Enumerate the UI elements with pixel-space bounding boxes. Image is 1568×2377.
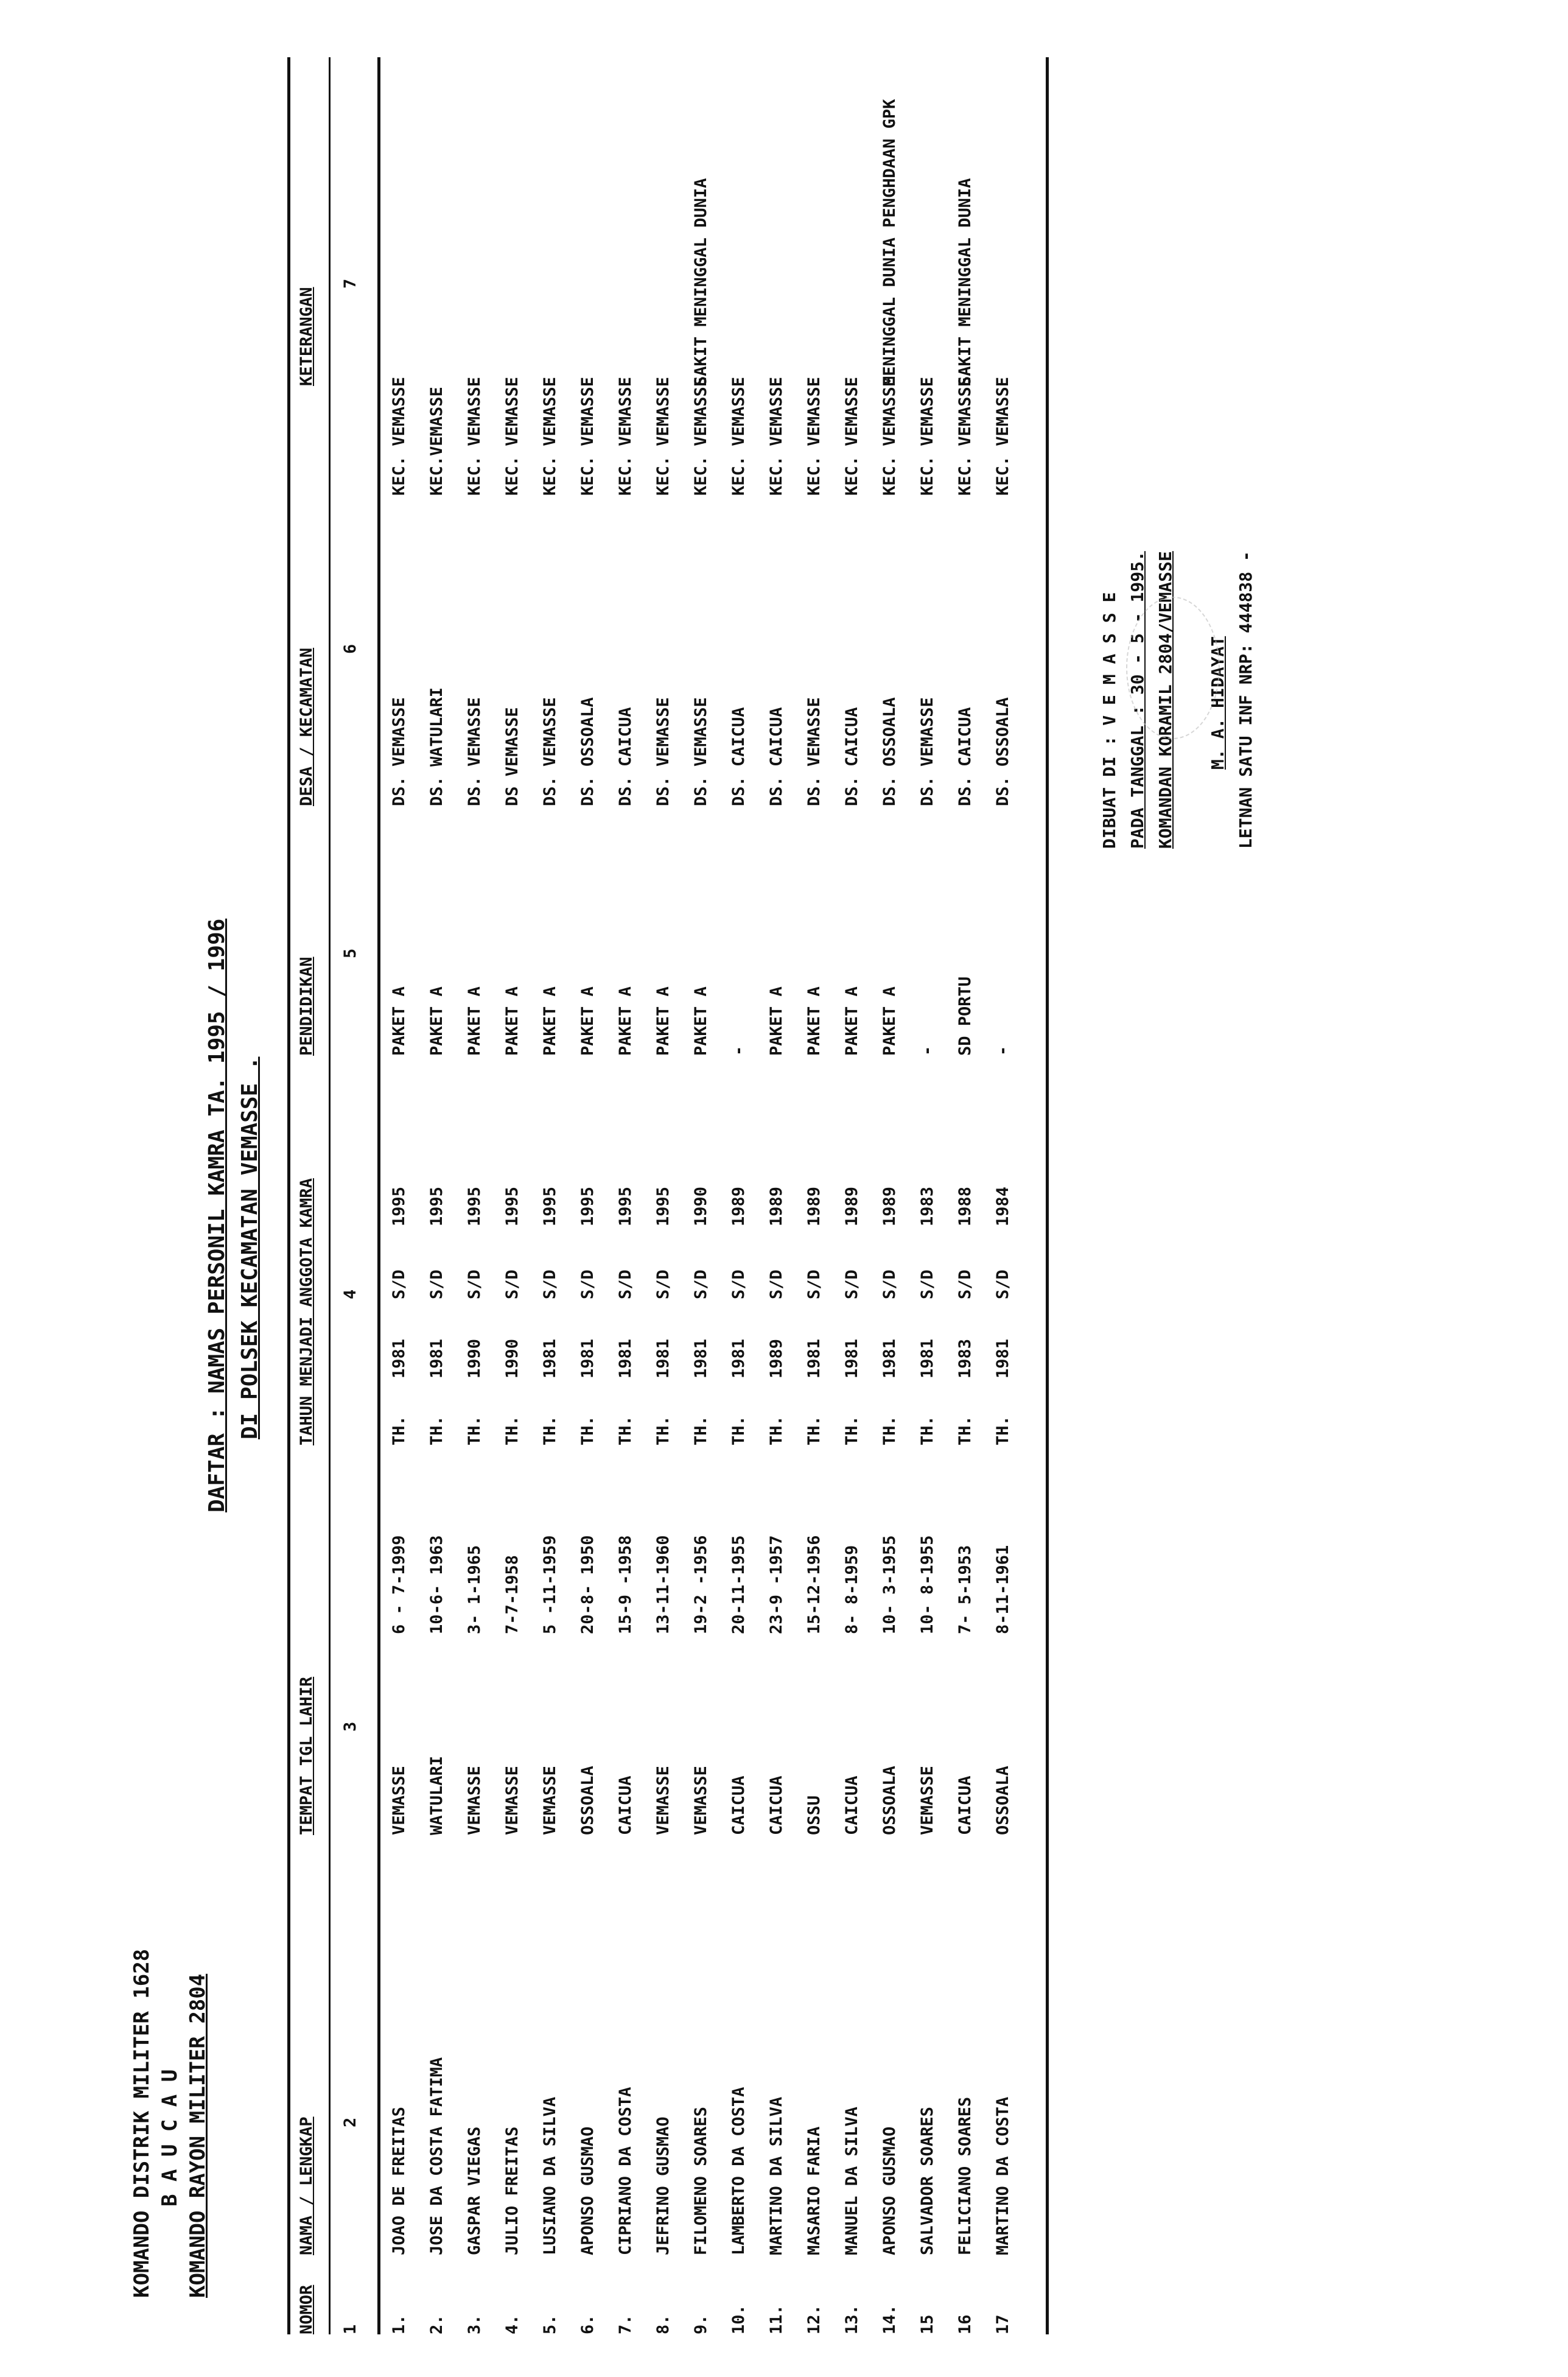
row-tgl-lahir: 10-6- 1963 [427, 1535, 446, 1634]
row-th-label: TH. [541, 1416, 559, 1445]
row-number: 11. [767, 2305, 786, 2334]
table-header-row [297, 287, 316, 2334]
row-pendidikan: - [729, 1045, 748, 1056]
row-keterangan: SAKIT MENINGGAL DUNIA [691, 178, 710, 386]
row-nama: APONSO GUSMAO [880, 2126, 899, 2255]
row-nama: MANUEL DA SILVA [842, 2107, 861, 2255]
row-sd-label: S/D [918, 1269, 937, 1299]
row-tgl-lahir: 15-9 -1958 [616, 1535, 635, 1634]
row-tgl-lahir: 7- 5-1953 [956, 1545, 975, 1634]
row-pendidikan: PAKET A [805, 986, 824, 1056]
col-pendidikan-header: PENDIDIKAN [297, 957, 316, 1056]
row-kecamatan: KEC. VEMASSE [541, 376, 559, 496]
row-kecamatan: KEC. VEMASSE [918, 376, 937, 496]
row-sd-label: S/D [993, 1269, 1012, 1299]
signature-place: DIBUAT DI : V E M A S S E [1099, 592, 1119, 849]
col-nama-header: NAMA / LENGKAP [297, 2116, 316, 2255]
row-desa: DS. CAICUA [729, 707, 748, 806]
row-number: 4. [503, 2314, 522, 2334]
row-tahun-from: 1981 [654, 1338, 673, 1378]
row-pendidikan: PAKET A [465, 986, 484, 1056]
row-tahun-to: 1989 [729, 1186, 748, 1226]
row-tempat: VEMASSE [390, 1766, 408, 1835]
row-tahun-to: 1995 [578, 1186, 597, 1226]
row-tempat: VEMASSE [654, 1766, 673, 1835]
row-number: 2. [427, 2314, 446, 2334]
row-tahun-from: 1981 [842, 1338, 861, 1378]
row-tahun-to: 1989 [767, 1186, 786, 1226]
row-tgl-lahir: 15-12-1956 [805, 1535, 824, 1634]
row-nama: JOSE DA COSTA FATIMA [427, 2057, 446, 2255]
row-nama: FILOMENO SOARES [691, 2107, 710, 2255]
row-nama: FELICIANO SOARES [956, 2096, 975, 2255]
row-tahun-to: 1983 [918, 1186, 937, 1226]
row-pendidikan: PAKET A [767, 986, 786, 1056]
letterhead [128, 1949, 212, 2298]
row-number: 6. [578, 2314, 597, 2334]
row-pendidikan: PAKET A [616, 986, 635, 1056]
row-sd-label: S/D [880, 1269, 899, 1299]
row-tahun-to: 1990 [691, 1186, 710, 1226]
row-th-label: TH. [465, 1416, 484, 1445]
row-tahun-from: 1981 [691, 1338, 710, 1378]
header-divider [329, 57, 331, 2334]
row-tgl-lahir: 6 - 7-1999 [390, 1535, 408, 1634]
row-tempat: VEMASSE [503, 1766, 522, 1835]
col-tempat-header: TEMPAT TGL LAHIR [297, 1676, 316, 1835]
row-tempat: CAICUA [956, 1775, 975, 1835]
row-nama: MASARIO FARIA [805, 2126, 824, 2255]
row-kecamatan: KEC. VEMASSE [993, 376, 1012, 496]
row-tahun-to: 1984 [993, 1186, 1012, 1226]
row-tempat: CAICUA [616, 1775, 635, 1835]
row-number: 1. [390, 2314, 408, 2334]
row-tempat: OSSOALA [993, 1766, 1012, 1835]
document-title [201, 919, 267, 1512]
row-nama: LUSIANO DA SILVA [541, 2096, 559, 2255]
letterhead-line1: KOMANDO DISTRIK MILITER 1628 [130, 1948, 154, 2298]
row-th-label: TH. [880, 1416, 899, 1445]
row-kecamatan: KEC. VEMASSE [880, 376, 899, 496]
row-desa: DS. CAICUA [767, 707, 786, 806]
row-tahun-from: 1981 [616, 1338, 635, 1378]
row-pendidikan: PAKET A [503, 986, 522, 1056]
row-tempat: VEMASSE [691, 1766, 710, 1835]
row-tempat: OSSOALA [578, 1766, 597, 1835]
row-tgl-lahir: 7-7-1958 [503, 1554, 522, 1634]
row-tempat: CAICUA [767, 1775, 786, 1835]
row-number: 9. [691, 2314, 710, 2334]
row-tahun-to: 1995 [427, 1186, 446, 1226]
row-sd-label: S/D [654, 1269, 673, 1299]
row-tahun-to: 1995 [390, 1186, 408, 1226]
title-line2: DI POLSEK KECAMATAN VEMASSE . [237, 1056, 262, 1439]
row-number: 3. [465, 2314, 484, 2334]
row-pendidikan: - [993, 1045, 1012, 1056]
colnum-1: 1 [341, 2324, 360, 2334]
row-desa: DS. CAICUA [956, 707, 975, 806]
row-keterangan: SAKIT MENINGGAL DUNIA [956, 178, 975, 386]
row-sd-label: S/D [729, 1269, 748, 1299]
row-tahun-from: 1983 [956, 1338, 975, 1378]
row-tahun-to: 1995 [503, 1186, 522, 1226]
row-desa: DS VEMASSE [503, 707, 522, 806]
title-line1: DAFTAR : NAMAS PERSONIL KAMRA TA. 1995 / 1996 [205, 918, 229, 1512]
row-number: 8. [654, 2314, 673, 2334]
row-number: 17 [993, 2314, 1012, 2334]
row-number: 12. [805, 2305, 824, 2334]
row-tgl-lahir: 5 -11-1959 [541, 1535, 559, 1634]
row-tgl-lahir: 23-9 -1957 [767, 1535, 786, 1634]
row-kecamatan: KEC. VEMASSE [390, 376, 408, 496]
row-number: 5. [541, 2314, 559, 2334]
row-th-label: TH. [767, 1416, 786, 1445]
row-tgl-lahir: 10- 8-1955 [918, 1535, 937, 1634]
row-th-label: TH. [578, 1416, 597, 1445]
row-nama: CIPRIANO DA COSTA [616, 2087, 635, 2255]
row-tahun-from: 1990 [503, 1338, 522, 1378]
row-nama: MARTINO DA SILVA [767, 2096, 786, 2255]
signature-rank: LETNAN SATU INF NRP: 444838 - [1236, 551, 1256, 849]
row-desa: DS. CAICUA [842, 707, 861, 806]
table-bottom-rule [1046, 57, 1049, 2334]
row-tahun-to: 1995 [616, 1186, 635, 1226]
row-nama: JOAO DE FREITAS [390, 2107, 408, 2255]
row-tgl-lahir: 8-11-1961 [993, 1545, 1012, 1634]
column-number-row [341, 278, 360, 2334]
row-kecamatan: KEC. VEMASSE [616, 376, 635, 496]
row-nama: LAMBERTO DA COSTA [729, 2087, 748, 2255]
row-sd-label: S/D [578, 1269, 597, 1299]
row-th-label: TH. [842, 1416, 861, 1445]
row-pendidikan: PAKET A [880, 986, 899, 1056]
row-tempat: CAICUA [729, 1775, 748, 1835]
row-sd-label: S/D [616, 1269, 635, 1299]
row-number: 7. [616, 2314, 635, 2334]
row-tahun-from: 1981 [541, 1338, 559, 1378]
row-th-label: TH. [729, 1416, 748, 1445]
row-desa: DS. VEMASSE [541, 697, 559, 806]
row-desa: DS. VEMASSE [691, 697, 710, 806]
row-th-label: TH. [390, 1416, 408, 1445]
row-tahun-from: 1989 [767, 1338, 786, 1378]
row-nama: JEFRINO GUSMAO [654, 2116, 673, 2255]
row-th-label: TH. [616, 1416, 635, 1445]
row-tgl-lahir: 10- 3-1955 [880, 1535, 899, 1634]
row-tahun-from: 1981 [805, 1338, 824, 1378]
row-tgl-lahir: 19-2 -1956 [691, 1535, 710, 1634]
row-sd-label: S/D [956, 1269, 975, 1299]
row-desa: DS. OSSOALA [578, 697, 597, 806]
row-tahun-to: 1995 [654, 1186, 673, 1226]
row-tgl-lahir: 20-11-1955 [729, 1535, 748, 1634]
row-desa: DS. VEMASSE [390, 697, 408, 806]
colnum-3: 3 [341, 1721, 360, 1732]
row-tahun-from: 1990 [465, 1338, 484, 1378]
signature-name: M. A. HIDAYAT [1208, 636, 1228, 770]
row-desa: DS. WATULARI [427, 687, 446, 806]
colnum-4: 4 [341, 1289, 360, 1299]
row-kecamatan: KEC. VEMASSE [654, 376, 673, 496]
row-th-label: TH. [956, 1416, 975, 1445]
row-tahun-from: 1981 [880, 1338, 899, 1378]
row-tahun-to: 1989 [880, 1186, 899, 1226]
colnum-5: 5 [341, 948, 360, 958]
row-kecamatan: KEC. VEMASSE [805, 376, 824, 496]
letterhead-line2: B A U C A U [158, 2069, 182, 2207]
row-tahun-from: 1981 [427, 1338, 446, 1378]
row-desa: DS. VEMASSE [465, 697, 484, 806]
row-kecamatan: KEC. VEMASSE [729, 376, 748, 496]
row-th-label: TH. [993, 1416, 1012, 1445]
row-kecamatan: KEC. VEMASSE [691, 376, 710, 496]
col-keterangan-header: KETERANGAN [297, 287, 316, 386]
row-tahun-to: 1995 [465, 1186, 484, 1226]
row-kecamatan: KEC. VEMASSE [465, 376, 484, 496]
row-tahun-from: 1981 [390, 1338, 408, 1378]
row-th-label: TH. [918, 1416, 937, 1445]
row-nama: JULIO FREITAS [503, 2126, 522, 2255]
row-tempat: CAICUA [842, 1775, 861, 1835]
row-number: 10. [729, 2305, 748, 2334]
col-tahun-header: TAHUN MENJADI ANGGOTA KAMRA [297, 1178, 316, 1445]
row-nama: SALVADOR SOARES [918, 2107, 937, 2255]
row-sd-label: S/D [691, 1269, 710, 1299]
row-sd-label: S/D [541, 1269, 559, 1299]
row-kecamatan: KEC. VEMASSE [578, 376, 597, 496]
row-sd-label: S/D [465, 1269, 484, 1299]
column-number-divider [377, 57, 380, 2334]
row-nama: MARTINO DA COSTA [993, 2096, 1012, 2255]
letterhead-line3: KOMANDO RAYON MILITER 2804 [186, 1973, 210, 2298]
row-tempat: OSSU [805, 1795, 824, 1835]
row-tempat: OSSOALA [880, 1766, 899, 1835]
row-sd-label: S/D [805, 1269, 824, 1299]
row-tempat: VEMASSE [541, 1766, 559, 1835]
row-pendidikan: PAKET A [390, 986, 408, 1056]
colnum-7: 7 [341, 278, 360, 289]
row-sd-label: S/D [842, 1269, 861, 1299]
row-tahun-to: 1988 [956, 1186, 975, 1226]
row-desa: DS. OSSOALA [880, 697, 899, 806]
row-tahun-from: 1981 [993, 1338, 1012, 1378]
row-nama: APONSO GUSMAO [578, 2126, 597, 2255]
official-stamp [1126, 597, 1220, 739]
row-tahun-to: 1989 [842, 1186, 861, 1226]
row-tahun-from: 1981 [729, 1338, 748, 1378]
row-desa: DS. CAICUA [616, 707, 635, 806]
row-sd-label: S/D [503, 1269, 522, 1299]
row-desa: DS. VEMASSE [805, 697, 824, 806]
row-tempat: WATULARI [427, 1755, 446, 1835]
signature-office: KOMANDAN KORAMIL 2804/VEMASSE [1155, 551, 1175, 849]
row-th-label: TH. [691, 1416, 710, 1445]
col-nomor-header: NOMOR [297, 2284, 316, 2334]
row-tempat: VEMASSE [918, 1766, 937, 1835]
row-tgl-lahir: 13-11-1960 [654, 1535, 673, 1634]
row-kecamatan: KEC. VEMASSE [767, 376, 786, 496]
row-tgl-lahir: 8- 8-1959 [842, 1545, 861, 1634]
row-pendidikan: PAKET A [578, 986, 597, 1056]
row-pendidikan: PAKET A [654, 986, 673, 1056]
colnum-2: 2 [341, 2117, 360, 2127]
row-kecamatan: KEC.VEMASSE [427, 387, 446, 496]
row-tgl-lahir: 20-8- 1950 [578, 1535, 597, 1634]
row-sd-label: S/D [390, 1269, 408, 1299]
row-number: 16 [956, 2314, 975, 2334]
row-tempat: VEMASSE [465, 1766, 484, 1835]
col-desa-header: DESA / KECAMATAN [297, 647, 316, 806]
row-th-label: TH. [503, 1416, 522, 1445]
row-tahun-to: 1989 [805, 1186, 824, 1226]
row-pendidikan: PAKET A [842, 986, 861, 1056]
signature-date: PADA TANGGAL : 30 - 5 - 1995. [1127, 551, 1147, 849]
table-top-rule [287, 57, 290, 2334]
row-th-label: TH. [805, 1416, 824, 1445]
row-tahun-from: 1981 [578, 1338, 597, 1378]
row-number: 15 [918, 2314, 937, 2334]
row-number: 14. [880, 2305, 899, 2334]
row-pendidikan: - [918, 1045, 937, 1056]
row-nama: GASPAR VIEGAS [465, 2126, 484, 2255]
row-keterangan: MENINGGAL DUNIA PENGHDAAN GPK [880, 99, 899, 386]
row-sd-label: S/D [427, 1269, 446, 1299]
row-sd-label: S/D [767, 1269, 786, 1299]
row-tahun-to: 1995 [541, 1186, 559, 1226]
row-tgl-lahir: 3- 1-1965 [465, 1545, 484, 1634]
row-number: 13. [842, 2305, 861, 2334]
row-pendidikan: SD PORTU [956, 976, 975, 1056]
colnum-6: 6 [341, 644, 360, 654]
row-tahun-from: 1981 [918, 1338, 937, 1378]
row-kecamatan: KEC. VEMASSE [956, 376, 975, 496]
row-th-label: TH. [654, 1416, 673, 1445]
row-th-label: TH. [427, 1416, 446, 1445]
row-kecamatan: KEC. VEMASSE [503, 376, 522, 496]
row-desa: DS. VEMASSE [918, 697, 937, 806]
row-desa: DS. VEMASSE [654, 697, 673, 806]
row-pendidikan: PAKET A [427, 986, 446, 1056]
row-desa: DS. OSSOALA [993, 697, 1012, 806]
row-kecamatan: KEC. VEMASSE [842, 376, 861, 496]
row-pendidikan: PAKET A [541, 986, 559, 1056]
row-pendidikan: PAKET A [691, 986, 710, 1056]
